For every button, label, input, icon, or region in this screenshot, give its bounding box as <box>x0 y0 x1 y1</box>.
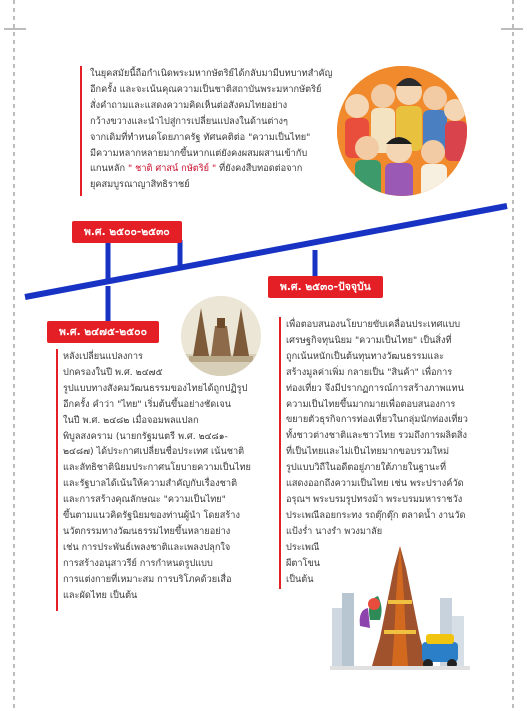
left-line: หลังเปลี่ยนแปลงการ <box>63 351 143 362</box>
intro-line: ยุคสมบูรณาญาสิทธิราชย์ <box>90 179 190 191</box>
right-text-bar <box>279 317 281 589</box>
period-label: พ.ศ. ๒๔๗๕-๒๕๐๐ <box>47 321 159 343</box>
intro-line: อีกครั้ง และจะเน้นคุณความเป็นชาติสถาบันพระมหากษัตริย์ <box>90 83 322 95</box>
left-line: ขึ้นตามแนวคิดรัฐนิยมของท่านผู้นำ โดยสร้าง <box>63 510 240 522</box>
left-line: ปกครองในปี พ.ศ. ๒๔๗๕ <box>63 366 163 378</box>
right-line: ขยายตัวธุรกิจการท่องเที่ยวในกลุ่มนักท่องเที่ยว <box>286 414 468 426</box>
right-line: เศรษฐกิจทุนนิยม "ความเป็นไทย" เป็นสิ่งที่ <box>286 334 452 346</box>
right-line: สร้างมูลค่าเพิ่ม กลายเป็น "สินค้า" เพื่อการ <box>286 366 453 378</box>
left-line: พิบูลสงคราม (นายกรัฐมนตรี พ.ศ. ๒๔๘๑- <box>63 430 228 442</box>
intro-keyword: " ชาติ ศาสน์ กษัตริย์ " <box>127 163 217 175</box>
right-line: ผีตาโขน <box>286 557 321 569</box>
right-line: แป้งร่ำ นางรำ พวงมาลัย <box>286 525 383 537</box>
intro-line: จากเดิมที่ทำหนดโดยภาครัฐ ทัศนคติต่อ "ความเป็นไทย" <box>90 131 311 143</box>
left-line: ในปี พ.ศ. ๒๔๘๒ เมื่อจอมพลแปลก <box>63 414 199 426</box>
right-line: ถูกเน้นหนักเป็นต้นทุนทางวัฒนธรรมและ <box>286 350 445 362</box>
right-line: อรุณฯ พระบรมรูปทรงม้า พระบรมมหาราชวัง <box>286 493 463 505</box>
right-line: เพื่อตอบสนองนโยบายขับเคลื่อนประเทศแบบ <box>286 319 461 330</box>
left-line: อีกครั้ง คำว่า "ไทย" เริ่มต้นขึ้นอย่างชัดเจน <box>63 398 232 410</box>
left-line: รูปแบบทางสังคมวัฒนธรรมของไทยได้ถูกปฏิรูป <box>63 382 248 394</box>
thai-landmarks-illustration <box>330 538 470 676</box>
left-line: และลัทธิชาตินิยมประกาศนโยบายความเป็นไทย <box>63 462 251 474</box>
intro-line: กว้างขวางและนำไปสู่การเปลี่ยนแปลงในด้านต่างๆ <box>90 115 288 127</box>
left-body-text <box>63 349 268 604</box>
period-label: พ.ศ. ๒๕๓๐-ปัจจุบัน <box>268 276 383 298</box>
left-line: นวัตกรรมทางวัฒนธรรมไทยขึ้นหลายอย่าง <box>63 525 231 537</box>
left-line: เช่น การประพันธ์เพลงชาติและเพลงปลุกใจ <box>63 541 231 553</box>
left-text-bar <box>56 349 58 611</box>
left-line: การแต่งกายที่เหมาะสม การบริโภคด้วยเสื่อ <box>63 573 232 585</box>
right-line: ท่องเที่ยว จึงมีปรากฏการณ์การสร้างภาพแทน <box>286 382 464 394</box>
intro-line: สั่งคำถามและแสดงความคิดเห็นต่อสังคมไทยอย่าง <box>90 99 288 111</box>
left-line: ๒๔๘๗) ได้ประกาศเปลี่ยนชื่อประเทศ เน้นชาติ <box>63 446 245 458</box>
intro-line: มีความหลากหลายมากขึ้นหากแต่ยังคงผสมผสานเข้ากับ <box>90 147 308 159</box>
right-line: ประเพณี <box>286 541 320 553</box>
right-line: ประเพณีลอยกระทง รถตุ๊กตุ๊ก ตลาดน้ำ งานวัด <box>286 509 466 521</box>
right-line: แสดงออกถึงความเป็นไทย เช่น พระปรางค์วัด <box>286 478 464 490</box>
right-line: รูปแบบวิถีในอดีตอยู่ภายใต้ภายในฐานะที่ <box>286 462 447 474</box>
right-line: เป็นต้น <box>286 573 314 585</box>
left-line: และการสร้างคุณลักษณะ "ความเป็นไทย" <box>63 494 226 506</box>
intro-line: แกนหลัก " ชาติ ศาสน์ กษัตริย์ " ที่ยังคงสืบทอดต่อจาก <box>90 163 303 175</box>
left-line: และผัดไทย เป็นต้น <box>63 589 138 601</box>
intro-line: ในยุคสมัยนี้ถือกำเนิดพระมหากษัตริย์ได้กลับมามีบทบาทสำคัญ <box>90 68 333 79</box>
right-line: ทั้งชาวต่างชาติและชาวไทย รวมถึงการผลิตสิ่ง <box>286 430 468 442</box>
left-line: การสร้างอนุสาวรีย์ การกำหนดรูปแบบ <box>63 557 213 569</box>
right-line: ความเป็นไทยขึ้นมากมายเพื่อตอบสนองการ <box>286 398 456 410</box>
right-line: ที่เป็นไทยและไม่เป็นไทยมากขอบรวมใหม่ <box>286 446 450 458</box>
period-label: พ.ศ. ๒๕๐๐-๒๕๓๐ <box>72 221 182 243</box>
timeline-line <box>25 206 507 297</box>
left-line: และรัฐบาลได้เน้นให้ความสำคัญกับเรื่องชาติ <box>63 478 238 490</box>
